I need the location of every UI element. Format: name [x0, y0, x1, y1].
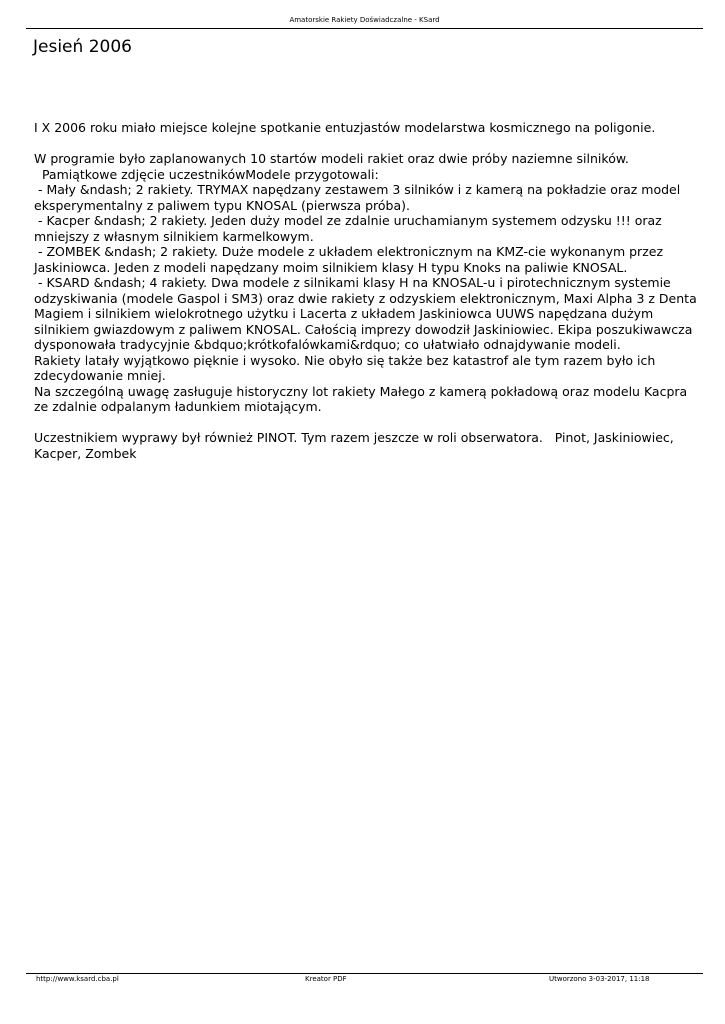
- article-line: - Kacper &ndash; 2 rakiety. Jeden duży model ze zdalnie uruchamianym systemem odzysku !!! oraz: [34, 213, 662, 228]
- article-title: Jesień 2006: [33, 37, 132, 57]
- footer-url: http://www.ksard.cba.pl: [36, 975, 119, 983]
- article-line: Uczestnikiem wyprawy był również PINOT. Tym razem jeszcze w roli obserwatora. Pinot, Jaskiniowiec,: [34, 430, 674, 445]
- article-line: silnikiem gwiazdowym z paliwem KNOSAL. Całością imprezy dowodził Jaskiniowiec. Ekipa poszukiwawcza: [34, 321, 693, 337]
- article-line: Na szczególną uwagę zasługuje historyczny lot rakiety Małego z kamerą pokładową oraz modelu Kacpra: [34, 383, 688, 399]
- paragraph-gap: [34, 136, 694, 152]
- article-line: Kacper, Zombek: [34, 445, 137, 461]
- article-line: dysponowała tradycyjnie &bdquo;krótkofalówkami&rdquo; co ułatwiało odnajdywanie modeli.: [34, 337, 621, 352]
- footer-generator: Kreator PDF: [305, 975, 347, 983]
- article-line: eksperymentalny z paliwem typu KNOSAL (pierwsza próba).: [34, 197, 410, 213]
- footer-created-date: Utworzono 3-03-2017, 11:18: [549, 975, 650, 983]
- article-line: W programie było zaplanowanych 10 startów modeli rakiet oraz dwie próby naziemne silników.: [34, 151, 629, 166]
- header-divider: [26, 28, 703, 29]
- article-line: I X 2006 roku miało miejsce kolejne spotkanie entuzjastów modelarstwa kosmicznego na poligonie.: [34, 120, 656, 135]
- footer-divider: [26, 973, 703, 974]
- paragraph-gap: [34, 415, 694, 431]
- article-line: mniejszy z własnym silnikiem karmelkowym.: [34, 228, 314, 244]
- article-line: ze zdalnie odpalanym ładunkiem miotającym.: [34, 399, 322, 414]
- article-line: Rakiety latały wyjątkowo pięknie i wysoko. Nie obyło się także bez katastrof ale tym razem było ich: [34, 352, 656, 368]
- article-line: - Mały &ndash; 2 rakiety. TRYMAX napędzany zestawem 3 silników i z kamerą na pokładzie oraz model: [34, 182, 681, 197]
- page-header-title: Amatorskie Rakiety Doświadczalne - KSard: [289, 16, 440, 24]
- article-line: Magiem i silnikiem wielokrotnego użytku i Lacerta z układem Jaskiniowca UUWS napędzana dużym: [34, 306, 654, 321]
- article-line: Jaskiniowca. Jeden z modeli napędzany moim silnikiem klasy H typu Knoks na paliwie KNOSAL.: [34, 259, 628, 275]
- article-line: Pamiątkowe zdjęcie uczestnikówModele przygotowali:: [34, 166, 379, 182]
- article-line: odzyskiwania (modele Gaspol i SM3) oraz dwie rakiety z odzyskiem elektronicznym, Maxi Alpha 3 z Denta: [34, 290, 697, 306]
- article-line: - ZOMBEK &ndash; 2 rakiety. Duże modele z układem elektronicznym na KMZ-cie wykonanym przez: [34, 244, 664, 259]
- article-body: [34, 120, 697, 461]
- article-line: - KSARD &ndash; 4 rakiety. Dwa modele z silnikami klasy H na KNOSAL-u i pirotechnicznym systemie: [34, 275, 671, 290]
- article-line: zdecydowanie mniej.: [34, 368, 166, 383]
